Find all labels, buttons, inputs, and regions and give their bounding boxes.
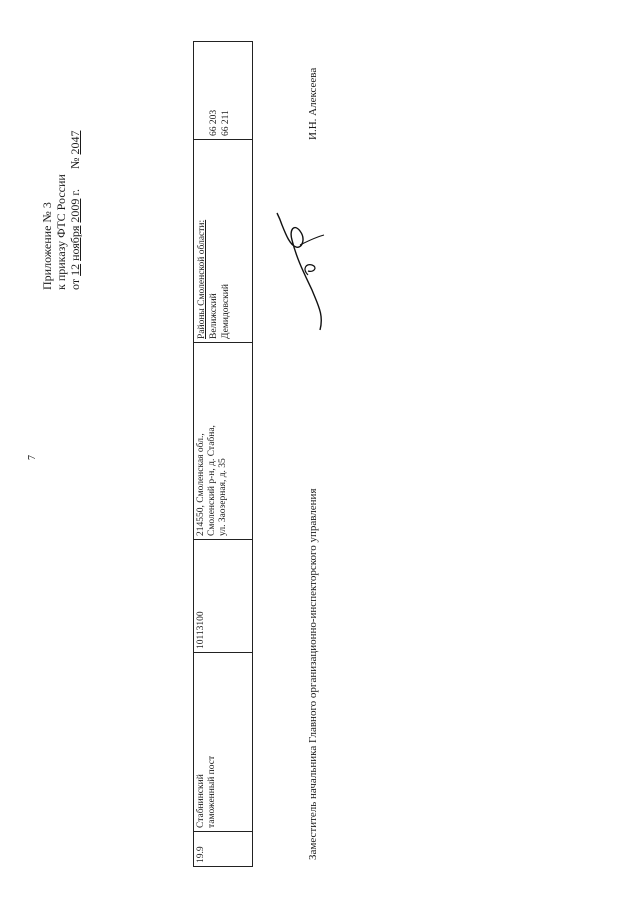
region-code: 66 203 (209, 109, 219, 136)
appendix-order: к приказу ФТС России (54, 174, 68, 290)
region-item: Велижский (209, 293, 219, 339)
regions-header: Районы Смоленской области: (197, 219, 207, 339)
address-line: Смоленский р-н, д. Стабна, (207, 425, 217, 536)
appendix-number-sign: № (68, 157, 82, 169)
address-line: 214550, Смоленская обл., (196, 433, 206, 536)
post-code: 10113100 (194, 540, 253, 653)
region-item: Демидовский (221, 284, 231, 339)
customs-posts-table (193, 41, 253, 867)
post-name-line: таможенный пост (207, 755, 217, 828)
appendix-year-suffix: г. (68, 188, 82, 196)
post-name-cell (194, 653, 253, 832)
row-number: 19.9 (194, 832, 253, 867)
appendix-title: Приложение № 3 (40, 202, 54, 290)
signature-image (272, 210, 332, 335)
regions-cell (194, 140, 253, 343)
region-codes-cell (194, 42, 253, 140)
appendix-day: 12 (68, 263, 82, 276)
appendix-year: 2009 (68, 198, 82, 223)
post-name-line: Стабнинский (196, 774, 206, 828)
address-line: ул. Заозерная, д. 35 (218, 458, 228, 536)
post-address-cell (194, 343, 253, 540)
region-code: 66 211 (221, 110, 231, 136)
appendix-number: 2047 (68, 130, 82, 155)
page-number: 7 (27, 455, 38, 460)
signatory-position: Заместитель начальника Главного организационно-инспекторского управления (307, 488, 319, 860)
table-row (194, 42, 253, 867)
appendix-header (40, 10, 82, 290)
appendix-date-line (68, 10, 82, 290)
appendix-month: ноября (68, 225, 82, 261)
signer-name: И.Н. Алексеева (307, 67, 319, 140)
appendix-from: от (68, 278, 82, 290)
